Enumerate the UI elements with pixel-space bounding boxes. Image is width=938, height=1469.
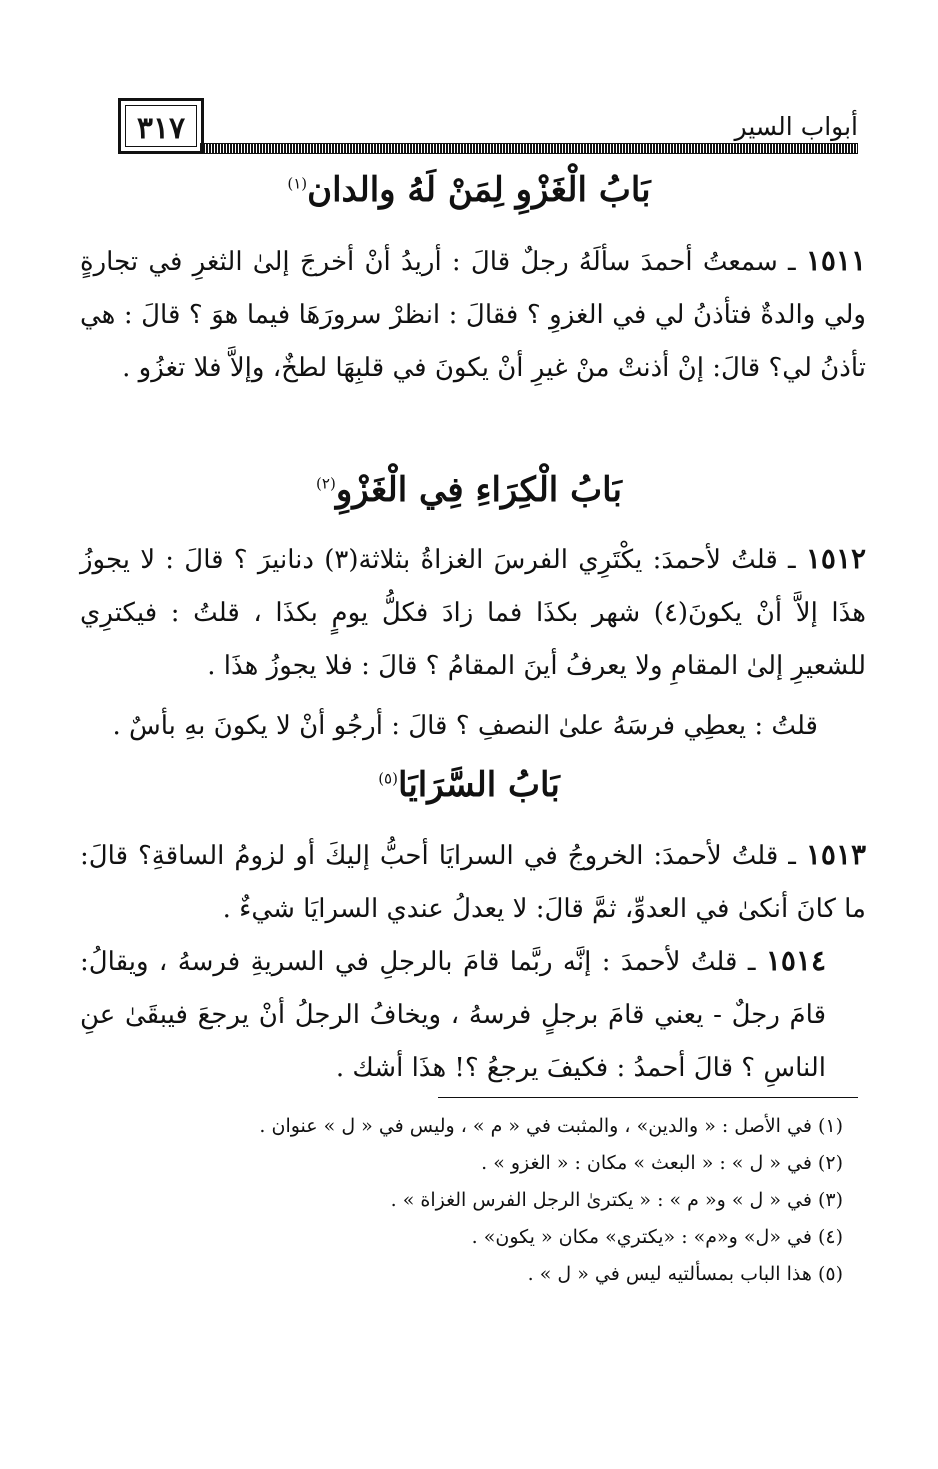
footnote-4: (٤) في «ل» و«م» : «يكتري» مكان « يكون» . [471,1226,843,1248]
section-heading-2 [80,470,858,510]
page-number: ٣١٧ [136,111,186,146]
footnote-5: (٥) هذا الباب بمسألتيه ليس في « ل » . [527,1263,843,1285]
paragraph-1513 [80,828,866,936]
section-heading-2-text: بَابُ الْكِرَاءِ فِي الْغَزْوِ [335,470,622,510]
paragraph-number: ١٥١١ [805,244,866,277]
paragraph-1512-continued [80,700,818,753]
paragraph-number: ١٥١٣ [805,838,867,871]
paragraph-text: ـ قلتُ لأحمدَ: يكْتَرِي الفرسَ الغزاةُ بثلاثة(٣) دنانيرَ ؟ قالَ : لا يجوزُ هذَا إلاَّ أنْ يكونَ(٤) شهر بكذَا فما زادَ فكلُّ يومٍ بكذَا ، قلتُ : فيكترِي للشعيرِ إلىٰ المقامِ ولا يعرفُ أينَ المقامُ ؟ قالَ : فلا يجوزُ هذَا . [80,545,866,681]
paragraph-number: ١٥١٤ [765,944,826,977]
section-heading-1-note: (١) [287,174,308,193]
paragraph-1512 [80,532,866,693]
section-heading-1-text: بَابُ الْغَزْوِ لِمَنْ لَهُ والدان [307,170,651,210]
section-heading-2-note: (٢) [316,474,336,493]
paragraph-text: قلتُ : يعطِي فرسَهُ علىٰ النصفِ ؟ قالَ : أرجُو أنْ لا يكونَ بهِ بأسٌ . [112,711,818,741]
header-rule [200,143,858,154]
running-header-title: أبواب السير [734,112,858,141]
paragraph-number: ١٥١٢ [805,542,867,575]
paragraph-1514 [80,934,826,1095]
section-heading-3-text: بَابُ السَّرَايَا [397,765,560,805]
section-heading-1 [80,170,858,210]
section-heading-3-note: (٥) [378,769,398,788]
footnote-3: (٣) في « ل » و« م » : « يكترىٰ الرجل الفرس الغزاة » . [390,1189,843,1211]
page-number-box [118,98,204,154]
paragraph-1511 [80,234,866,395]
paragraph-text: ـ قلتُ لأحمدَ : إنَّه ربَّما قامَ بالرجلِ في السريةِ فرسهُ ، ويقالُ: قامَ رجلٌ - يعني قامَ برجلٍ فرسهُ ، ويخافُ الرجلُ أنْ يرجعَ فيبقَىٰ عنِ الناسِ ؟ قالَ أحمدُ : فكيفَ يرجعُ ؟! هذَا أشك . [80,947,826,1083]
footnote-1: (١) في الأصل : « والدين» ، والمثبت في « م » ، وليس في « ل » عنوان . [259,1115,843,1137]
paragraph-text: ـ سمعتُ أحمدَ سألَهُ رجلٌ قالَ : أريدُ أنْ أخرجَ إلىٰ الثغرِ في تجارةٍ ولي والدةٌ فتأذنُ لي في الغزوِ ؟ فقالَ : انظرْ سرورَهَا فيما هوَ ؟ قالَ : هي تأذنُ لي؟ قالَ: إنْ أذنتْ منْ غيرِ أنْ يكونَ في قلبِهَا لطخٌ، وإلاَّ فلا تغزُو . [80,247,866,383]
footnote-separator [438,1097,858,1098]
footnote-2: (٢) في « ل » : « البعث » مكان : « الغزو » . [481,1152,843,1174]
paragraph-text: ـ قلتُ لأحمدَ: الخروجُ في السرايَا أحبُّ إليكَ أو لزومُ الساقةِ؟ قالَ: ما كانَ أنكىٰ في العدوِّ، ثمَّ قالَ: لا يعدلُ عندي السرايَا شيءٌ . [80,841,866,924]
section-heading-3 [80,765,858,805]
